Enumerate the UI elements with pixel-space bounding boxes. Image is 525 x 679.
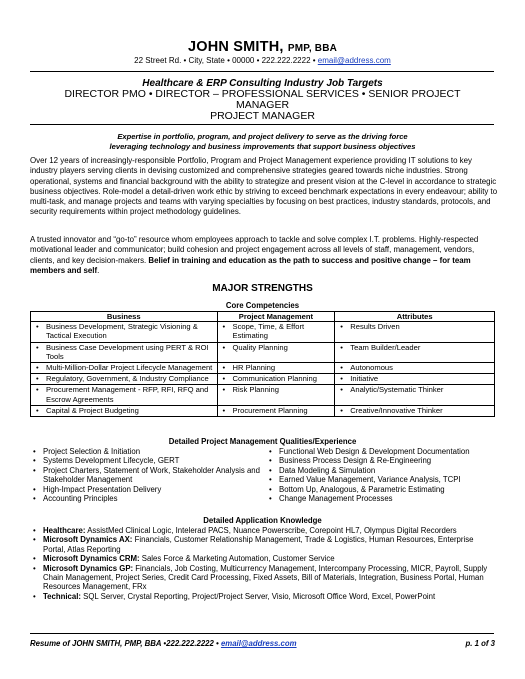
summary-p2-text: A trusted innovator and “go-to” resource whom employees approach to tackle and solve complex I.T. problems. Highly-respected motivational leader and communicator; build cohesion and project engagement across all levels of staff, management, vendors, clients, and key decision-makers.: [30, 235, 479, 265]
table-row: [31, 342, 495, 362]
credentials-text: PMP, BBA: [287, 43, 338, 54]
cell-text: Procurement Planning: [232, 405, 308, 415]
list-item: [266, 494, 498, 503]
pm-qualities-right-list: [266, 447, 498, 503]
expertise-statement: [80, 132, 445, 152]
table-cell: [335, 385, 495, 405]
list-item: [30, 485, 260, 494]
bullet-icon: •: [222, 374, 226, 384]
column-header-business: Business: [31, 312, 218, 322]
bullet-icon: •: [33, 456, 36, 466]
item-text: Financials, Job Costing, Multicurrency Management, Intercompany Processing, MICR, Payroll, Supply Chain Management, Project Series, Credit Card Processing, Fixed Assets, Bill of Materials, Integration, Business Portal, Human Resources Management, FRx: [43, 563, 488, 592]
cell-text: Business Development, Strategic Visioning & Tactical Execution: [46, 322, 198, 341]
bullet-icon: •: [222, 342, 226, 352]
cell-text: Communication Planning: [232, 374, 317, 384]
bullet-icon: •: [33, 554, 36, 564]
bullet-icon: •: [222, 385, 226, 395]
footer-divider: [30, 633, 494, 634]
bullet-icon: •: [340, 374, 343, 384]
list-item: [266, 485, 498, 494]
summary-paragraph-1: Over 12 years of increasingly-responsible Portfolio, Program and Project Management experience providing IT solutions to key industry players serving clients in devising customized and comprehensive strategies geared towards niche industries. Strong operational, systems and financial background with the ability to strategize and present vision at the C-level in accordance to strategic business objectives. Role-model a detail-driven work ethic by striving to exceed benchmark expectations in every endeavour; ability to multi-task, and manage projects and teams with varying specialties by focusing on best practices, industry standards, protocols, and security requirements within project methodology guidelines.: [30, 156, 498, 217]
bullet-icon: •: [33, 535, 36, 545]
bullet-icon: •: [33, 526, 36, 535]
bullet-icon: •: [33, 563, 36, 573]
cell-text: Team Builder/Leader: [350, 342, 421, 352]
table-cell: [31, 322, 218, 342]
bullet-icon: •: [33, 484, 36, 494]
column-header-project-management: Project Management: [217, 312, 335, 322]
bullet-icon: •: [269, 465, 272, 475]
table-cell: [217, 363, 335, 374]
cell-text: HR Planning: [232, 363, 276, 373]
table-row: [31, 363, 495, 374]
header-email-link[interactable]: email@address.com: [317, 56, 391, 65]
table-cell: [217, 374, 335, 385]
item-text: SQL Server, Crystal Reporting, Project/Project Server, Visio, Microsoft Office Word, Excel, PowerPoint: [80, 591, 436, 601]
table-row: [31, 322, 495, 342]
cell-text: Initiative: [350, 374, 379, 384]
bullet-icon: •: [36, 322, 39, 332]
table-cell: [335, 374, 495, 385]
list-item-text: [43, 526, 457, 535]
table-row: [31, 405, 495, 416]
name-text: JOHN SMITH,: [187, 39, 284, 55]
page-footer: [30, 639, 495, 648]
list-item: [30, 592, 498, 601]
cell-text: Multi-Million-Dollar Project Lifecycle Management: [46, 363, 213, 373]
list-item: [266, 456, 498, 465]
list-item-text: Systems Development Lifecycle, GERT: [43, 456, 180, 466]
table-cell: [335, 363, 495, 374]
item-label: Microsoft Dynamics AX:: [43, 535, 133, 545]
pm-qualities-left-list: [30, 447, 260, 503]
cell-text: Business Case Development using PERT & ROI Tools: [46, 342, 209, 361]
table-cell: [217, 322, 335, 342]
item-label: Technical:: [43, 591, 81, 601]
cell-text: Quality Planning: [232, 342, 288, 352]
bullet-icon: •: [36, 363, 39, 373]
bullet-icon: •: [340, 322, 343, 332]
bullet-icon: •: [33, 591, 36, 601]
list-item-text: Business Process Design & Re-Engineering: [279, 456, 432, 466]
table-cell: [31, 405, 218, 416]
cell-text: Autonomous: [350, 363, 393, 373]
list-item: [30, 456, 260, 465]
item-label: Microsoft Dynamics GP:: [43, 563, 134, 573]
list-item-text: Bottom Up, Analogous, & Parametric Estimating: [279, 484, 445, 494]
bullet-icon: •: [36, 342, 39, 352]
job-targets-title: Healthcare & ERP Consulting Industry Job Targets: [142, 78, 383, 89]
app-knowledge-list: [30, 526, 498, 601]
cell-text: Scope, Time, & Effort Estimating: [232, 322, 305, 341]
summary-paragraph-2: [30, 235, 498, 276]
table-cell: [217, 342, 335, 362]
item-text: AssistMed Clinical Logic, Intelerad PACS, Nuance Powerscribe, Corepoint HL7, Olympus Digital Recorders: [85, 526, 457, 535]
table-cell: [31, 374, 218, 385]
footer-email-link[interactable]: email@address.com: [220, 639, 297, 648]
list-item-text: [43, 535, 498, 554]
table-row: [31, 374, 495, 385]
bullet-icon: •: [33, 465, 36, 475]
bullet-icon: •: [222, 322, 226, 332]
summary-p2-end: .: [97, 265, 100, 275]
cell-text: Analytic/Systematic Thinker: [350, 385, 444, 395]
expertise-line-1: Expertise in portfolio, program, and project delivery to serve as the driving force: [117, 132, 408, 141]
pm-qualities-title: Detailed Project Management Qualities/Experience: [168, 437, 357, 446]
table-row: [31, 385, 495, 405]
bullet-icon: •: [269, 494, 272, 504]
list-item-text: Earned Value Management, Variance Analysis, TCPI: [279, 475, 461, 485]
candidate-name: [0, 39, 525, 55]
table-cell: [335, 405, 495, 416]
list-item-text: [43, 554, 335, 563]
job-targets: [40, 89, 485, 122]
cell-text: Risk Planning: [232, 385, 279, 395]
list-item-text: Project Charters, Statement of Work, Stakeholder Analysis and Stakeholder Management: [43, 465, 260, 485]
page-number: p. 1 of 3: [465, 639, 495, 648]
list-item: [266, 475, 498, 484]
bullet-icon: •: [36, 385, 39, 395]
list-item: [266, 466, 498, 475]
cell-text: Results Driven: [350, 322, 400, 332]
table-cell: [31, 363, 218, 374]
list-item: [30, 466, 260, 485]
core-competencies-table: [30, 311, 495, 417]
column-header-attributes: Attributes: [335, 312, 495, 322]
bullet-icon: •: [340, 405, 343, 415]
item-text: Sales Force & Marketing Automation, Customer Service: [139, 554, 335, 564]
bullet-icon: •: [36, 374, 39, 384]
table-cell: [217, 385, 335, 405]
list-item-text: Accounting Principles: [43, 494, 118, 504]
list-item-text: Functional Web Design & Development Documentation: [279, 447, 470, 456]
cell-text: Procurement Management - RFP, RFI, RFQ and Escrow Agreements: [46, 385, 209, 404]
bullet-icon: •: [340, 363, 343, 373]
expertise-line-2: leveraging technology and business improvements that support business objectives: [109, 142, 416, 151]
list-item: [266, 447, 498, 456]
list-item: [30, 494, 260, 503]
job-targets-line-2: PROJECT MANAGER: [210, 110, 315, 122]
table-header-row: [31, 312, 495, 322]
bullet-icon: •: [269, 456, 272, 466]
major-strengths-title: MAJOR STRENGTHS: [212, 283, 313, 294]
bullet-icon: •: [340, 385, 343, 395]
bullet-icon: •: [36, 405, 39, 415]
address-text: 22 Street Rd. • City, State • 00000 • 222.222.2222 •: [134, 56, 316, 65]
job-targets-line-1: DIRECTOR PMO • DIRECTOR – PROFESSIONAL SERVICES • SENIOR PROJECT MANAGER: [64, 88, 461, 111]
list-item: [30, 564, 498, 592]
bullet-icon: •: [222, 363, 226, 373]
bullet-icon: •: [33, 447, 36, 456]
contact-line: [0, 56, 525, 65]
list-item-text: [43, 592, 435, 601]
app-knowledge-title: Detailed Application Knowledge: [203, 516, 322, 525]
core-competencies-title: Core Competencies: [225, 301, 300, 310]
bullet-icon: •: [222, 405, 226, 415]
list-item-text: Change Management Processes: [279, 494, 393, 504]
cell-text: Creative/Innovative Thinker: [350, 405, 443, 415]
item-label: Healthcare:: [43, 526, 86, 535]
item-text: Financials, Customer Relationship Management, Trade & Logistics, Human Resources, Enterprise Portal, Atlas Reporting: [43, 535, 474, 554]
header-divider: [30, 71, 494, 72]
item-label: Microsoft Dynamics CRM:: [43, 554, 140, 564]
list-item: [30, 535, 498, 554]
table-cell: [335, 322, 495, 342]
list-item-text: High-Impact Presentation Delivery: [43, 484, 162, 494]
cell-text: Capital & Project Budgeting: [46, 405, 139, 415]
bullet-icon: •: [269, 447, 272, 456]
table-cell: [217, 405, 335, 416]
list-item: [30, 447, 260, 456]
footer-text: Resume of JOHN SMITH, PMP, BBA •222.222.2222 •: [30, 639, 219, 648]
bullet-icon: •: [33, 494, 36, 504]
table-cell: [31, 342, 218, 362]
table-cell: [335, 342, 495, 362]
list-item: [30, 554, 498, 563]
list-item-text: Project Selection & Initiation: [43, 447, 141, 456]
bullet-icon: •: [269, 484, 272, 494]
summary-p2-bold: Belief in training and education as the path to success and positive change – for team members and self: [30, 255, 471, 275]
cell-text: Regulatory, Government, & Industry Compliance: [46, 374, 209, 384]
table-cell: [31, 385, 218, 405]
list-item-text: [43, 564, 498, 592]
bullet-icon: •: [269, 475, 272, 485]
targets-divider: [30, 124, 494, 125]
bullet-icon: •: [340, 342, 343, 352]
list-item: [30, 526, 498, 535]
list-item-text: Data Modeling & Simulation: [279, 465, 376, 475]
